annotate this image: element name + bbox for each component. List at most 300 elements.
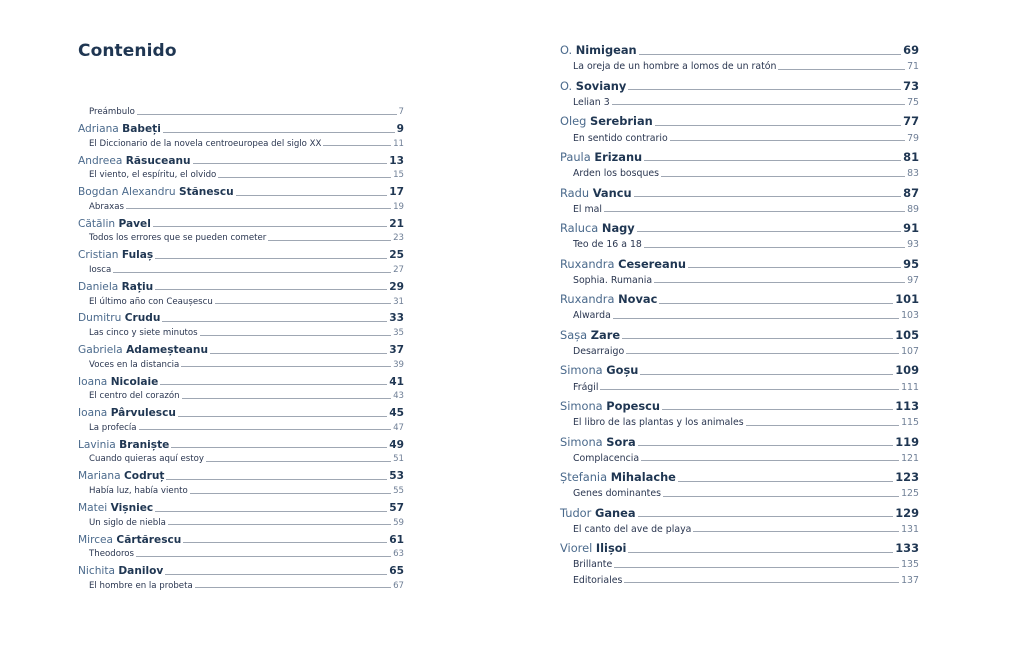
toc-right [560,39,919,585]
toc-work-row[interactable] [78,545,404,559]
toc-work-row[interactable] [560,163,919,178]
dot-leader [622,338,893,339]
toc-author-row[interactable] [78,246,404,261]
dot-leader [153,226,387,227]
preamble-page-number: 7 [398,107,404,118]
dot-leader [778,69,905,70]
author-name [78,345,208,356]
work-page-number: 115 [901,417,919,429]
dot-leader [160,384,387,385]
author-name [560,256,686,271]
dot-leader [662,409,893,410]
work-page-number: 27 [393,264,404,275]
dot-leader [136,556,391,557]
author-first-name: Lavinia [78,438,116,451]
toc-author-row[interactable] [560,110,919,128]
author-page-number: 81 [903,149,919,164]
author-name [78,313,160,324]
author-page-number: 61 [389,533,404,546]
author-last-name: Nicolaie [110,375,159,388]
toc-author-row[interactable] [560,395,919,413]
author-page-number: 13 [389,154,404,167]
work-title: Teo de 16 a 18 [573,239,642,251]
dot-leader [163,132,395,133]
author-page-number: 113 [895,398,919,413]
work-title: Voces en la distancia [89,359,180,370]
author-last-name: Nimigean [575,43,637,58]
toc-author-row[interactable] [560,324,919,342]
author-page-number: 21 [389,217,404,230]
dot-leader [168,524,391,525]
author-last-name: Răsuceanu [125,154,191,167]
dot-leader [613,318,899,319]
author-first-name: Ruxandra [560,256,615,271]
author-first-name: O. [560,78,573,93]
author-last-name: Cesereanu [618,256,686,271]
toc-preamble-row[interactable] [78,103,404,117]
work-title: El mal [573,203,602,215]
author-name [560,472,676,483]
author-last-name: Sora [606,434,636,449]
dot-leader [638,516,894,517]
toc-work-row[interactable] [560,270,919,285]
author-page-number: 129 [895,505,919,520]
dot-leader [165,574,387,575]
author-last-name: Ilișoi [595,541,627,556]
dot-leader [181,366,391,367]
author-name [560,223,635,234]
toc-author-row[interactable] [78,309,404,324]
author-first-name: Simona [560,434,603,449]
work-page-number: 15 [393,170,404,181]
author-last-name: Braniște [119,438,170,451]
author-name [78,566,163,577]
author-last-name: Vancu [592,185,632,200]
work-title: Las cinco y siete minutos [89,328,198,339]
work-page-number: 51 [393,454,404,465]
work-title: Sophia. Rumania [573,274,653,286]
author-page-number: 87 [903,185,919,200]
toc-author-row[interactable] [560,466,919,484]
author-name [560,434,636,449]
toc-author-row[interactable] [78,214,404,229]
dot-leader [162,321,387,322]
toc-author-row[interactable] [78,151,404,166]
author-page-number: 119 [895,434,919,449]
work-title: Arden los bosques [573,168,660,180]
work-title: El libro de las plantas y los animales [573,417,744,429]
dot-leader [638,445,894,446]
dot-leader [236,195,388,196]
work-page-number: 59 [393,517,404,528]
author-page-number: 91 [903,221,919,236]
author-last-name: Cărtărescu [116,533,182,546]
dot-leader [640,374,893,375]
author-first-name: Ruxandra [560,292,615,307]
author-first-name: Nichita [78,565,115,578]
toc-work-row[interactable] [78,387,404,401]
dot-leader [641,460,899,461]
dot-leader [155,258,387,259]
work-title: En sentido contrario [573,132,668,144]
work-title: Lelian 3 [573,96,610,108]
author-last-name: Novac [618,292,658,307]
author-last-name: Rațiu [121,280,154,293]
work-page-number: 43 [393,391,404,402]
work-title: Un siglo de niebla [89,517,166,528]
dot-leader [155,289,387,290]
author-last-name: Pavel [118,217,151,230]
dot-leader [126,208,391,209]
work-title: Desarraigo [573,346,625,357]
author-page-number: 49 [389,438,404,451]
author-last-name: Popescu [606,398,660,413]
author-name [560,78,627,93]
work-page-number: 137 [901,574,919,586]
toc-work-row[interactable] [78,356,404,370]
dot-leader [178,416,387,417]
work-page-number: 111 [901,381,919,393]
author-first-name: Ioana [78,407,108,420]
author-page-number: 65 [389,565,404,578]
dot-leader [171,447,387,448]
work-page-number: 19 [393,201,404,212]
toc-author-row[interactable] [78,372,404,387]
author-last-name: Zare [590,327,621,342]
author-page-number: 57 [389,501,404,514]
dot-leader [661,176,905,177]
work-page-number: 93 [907,239,919,251]
toc-work-row[interactable] [560,484,919,499]
author-name [560,149,643,164]
author-name [560,398,660,413]
author-first-name: Matei [78,501,108,514]
dot-leader [626,353,899,354]
dot-leader [193,163,388,164]
author-last-name: Ganea [594,505,636,520]
work-title: El Diccionario de la novela centroeuropea del siglo XX [89,138,322,149]
author-first-name: Ioana [78,375,108,388]
author-last-name: Serebrian [590,114,653,129]
toc-author-row[interactable] [560,502,919,520]
author-name [78,187,234,198]
work-page-number: 67 [393,580,404,591]
dot-leader [600,389,899,390]
page-title: Contenido [78,41,177,61]
work-title: Genes dominantes [573,488,661,500]
work-page-number: 23 [393,233,404,244]
author-first-name: Simona [560,398,603,413]
author-first-name: Raluca [560,221,599,236]
author-last-name: Babeți [122,122,161,135]
author-first-name: Gabriela [78,344,123,357]
work-title: Complacencia [573,452,640,464]
toc-author-row[interactable] [560,146,919,164]
author-name [78,250,153,261]
work-page-number: 31 [393,296,404,307]
author-name [560,185,632,200]
dot-leader [624,582,899,583]
work-page-number: 35 [393,328,404,339]
dot-leader [634,196,902,197]
toc-work-row[interactable] [560,128,919,143]
dot-leader [155,511,387,512]
work-title: Editoriales [573,574,623,586]
work-page-number: 135 [901,559,919,571]
author-last-name: Soviany [575,78,627,93]
work-page-number: 63 [393,549,404,560]
work-page-number: 75 [907,96,919,108]
author-first-name: Cristian [78,249,119,262]
dot-leader [746,425,899,426]
author-first-name: Sașa [560,327,588,342]
work-title: El hombre en la probeta [89,580,193,591]
work-page-number: 131 [901,523,919,535]
toc-author-row[interactable] [78,467,404,482]
author-page-number: 109 [895,363,919,378]
toc-work-row[interactable] [560,377,919,392]
dot-leader [654,282,905,283]
work-title: La profecía [89,422,137,433]
preamble-title: Preámbulo [89,107,135,118]
author-name [560,116,653,127]
author-first-name: Adriana [78,122,119,135]
author-page-number: 29 [389,280,404,293]
toc-author-row[interactable] [78,403,404,418]
toc-work-row[interactable] [560,570,919,585]
author-first-name: Cătălin [78,217,116,230]
toc-author-row[interactable] [560,430,919,448]
toc-work-row[interactable] [560,412,919,427]
dot-leader [628,89,901,90]
work-page-number: 97 [907,274,919,286]
author-last-name: Pârvulescu [110,407,176,420]
dot-leader [663,496,899,497]
author-first-name: Mircea [78,533,114,546]
dot-leader [678,481,893,482]
author-name [78,124,161,135]
work-page-number: 79 [907,132,919,144]
toc-author-row[interactable] [78,498,404,513]
author-page-number: 123 [895,470,919,485]
dot-leader [210,353,387,354]
author-name [78,408,176,419]
toc-author-row[interactable] [560,537,919,555]
dot-leader [190,493,391,494]
toc-author-row[interactable] [78,561,404,576]
work-title: Theodoros [89,549,135,560]
dot-leader [644,247,905,248]
author-last-name: Erizanu [594,149,643,164]
toc-author-row[interactable] [560,359,919,377]
toc-author-row[interactable] [78,182,404,197]
toc-work-row[interactable] [78,324,404,338]
toc-author-row[interactable] [78,119,404,134]
author-page-number: 53 [389,470,404,483]
toc-work-row[interactable] [78,419,404,433]
author-name [560,543,626,554]
toc-author-row[interactable] [560,252,919,270]
work-title: El canto del ave de playa [573,523,692,535]
work-title: El último año con Ceaușescu [89,296,213,307]
author-page-number: 41 [389,375,404,388]
work-title: La oreja de un hombre a lomos de un ratón [573,61,777,73]
work-page-number: 39 [393,359,404,370]
author-first-name: Mariana [78,470,121,483]
author-first-name: O. [560,43,573,58]
toc-author-row[interactable] [78,435,404,450]
work-page-number: 55 [393,486,404,497]
dot-leader [693,531,899,532]
work-page-number: 47 [393,422,404,433]
dot-leader [614,567,899,568]
author-name [78,535,181,546]
dot-leader [200,335,391,336]
dot-leader [215,303,391,304]
toc-work-row[interactable] [78,292,404,306]
toc-author-row[interactable] [560,181,919,199]
work-page-number: 71 [907,61,919,73]
dot-leader [628,552,893,553]
dot-leader [612,104,905,105]
author-last-name: Crudu [124,312,161,325]
author-name [560,365,638,376]
author-name [78,440,169,451]
author-page-number: 37 [389,344,404,357]
toc-author-row[interactable] [78,530,404,545]
toc-work-row[interactable] [78,166,404,180]
author-first-name: Paula [560,149,591,164]
toc-work-row[interactable] [78,514,404,528]
toc-work-row[interactable] [560,199,919,214]
toc-work-row[interactable] [560,234,919,249]
author-name [560,505,636,520]
author-page-number: 69 [903,43,919,58]
author-name [78,156,191,167]
dot-leader [218,177,391,178]
author-last-name: Codruț [124,470,165,483]
work-title: El centro del corazón [89,391,180,402]
work-title: Cuando quieras aquí estoy [89,454,204,465]
author-page-number: 73 [903,78,919,93]
author-page-number: 9 [396,122,404,135]
toc-author-row[interactable] [560,217,919,235]
toc-work-row[interactable] [78,450,404,464]
dot-leader [182,398,391,399]
work-title: Había luz, había viento [89,486,188,497]
work-page-number: 83 [907,168,919,180]
author-first-name: Oleg [560,114,587,129]
dot-leader [195,587,391,588]
author-page-number: 17 [389,186,404,199]
author-page-number: 101 [895,292,919,307]
dot-leader [688,267,901,268]
author-name [560,327,621,342]
dot-leader [206,461,391,462]
dot-leader [644,160,901,161]
author-last-name: Fulaș [121,249,154,262]
author-first-name: Simona [560,363,603,378]
toc-work-row[interactable] [560,306,919,321]
author-last-name: Vișniec [110,501,154,514]
work-page-number: 89 [907,203,919,215]
author-page-number: 33 [389,312,404,325]
author-page-number: 95 [903,256,919,271]
toc-work-row[interactable] [560,57,919,72]
dot-leader [268,240,391,241]
dot-leader [113,272,391,273]
toc-work-row[interactable] [560,519,919,534]
toc-work-row[interactable] [560,448,919,463]
toc-work-row[interactable] [78,577,404,591]
author-last-name: Danilov [118,565,164,578]
toc-work-row[interactable] [560,92,919,107]
toc-author-row[interactable] [78,340,404,355]
toc-author-row[interactable] [560,75,919,93]
work-title: El viento, el espíritu, el olvido [89,170,217,181]
author-name [78,219,151,230]
dot-leader [139,429,392,430]
author-first-name: Andreea [78,154,123,167]
work-page-number: 107 [901,346,919,357]
work-title: Abraxas [89,201,124,212]
author-first-name: Tudor [560,505,592,520]
toc-left [78,103,404,590]
work-page-number: 103 [901,310,919,322]
toc-work-row[interactable] [78,229,404,243]
work-title: Frágil [573,381,599,393]
author-name [560,294,657,305]
author-first-name: Daniela [78,280,119,293]
dot-leader [166,479,387,480]
author-page-number: 45 [389,407,404,420]
dot-leader [604,211,905,212]
dot-leader [659,303,893,304]
dot-leader [323,145,391,146]
author-name [78,377,158,388]
dot-leader [655,125,901,126]
author-last-name: Stănescu [178,186,234,199]
dot-leader [137,114,397,115]
work-page-number: 125 [901,488,919,500]
toc-author-row[interactable] [560,288,919,306]
toc-work-row[interactable] [560,555,919,570]
work-page-number: 121 [901,452,919,464]
work-title: Iosca [89,264,112,275]
dot-leader [637,231,901,232]
author-name [78,503,153,514]
author-page-number: 133 [895,541,919,556]
author-name [78,471,164,482]
toc-author-row[interactable] [560,39,919,57]
toc-work-row[interactable] [78,482,404,496]
author-name [78,282,153,293]
author-first-name: Dumitru [78,312,122,325]
author-first-name: Ștefania [560,470,608,485]
toc-work-row[interactable] [78,135,404,149]
author-page-number: 25 [389,249,404,262]
toc-work-row[interactable] [560,341,919,356]
work-page-number: 11 [393,138,404,149]
author-last-name: Nagy [601,221,635,236]
toc-author-row[interactable] [78,277,404,292]
author-first-name: Viorel [560,541,593,556]
dot-leader [639,54,902,55]
toc-work-row[interactable] [78,198,404,212]
dot-leader [183,542,387,543]
work-title: Brillante [573,559,613,571]
toc-work-row[interactable] [78,261,404,275]
